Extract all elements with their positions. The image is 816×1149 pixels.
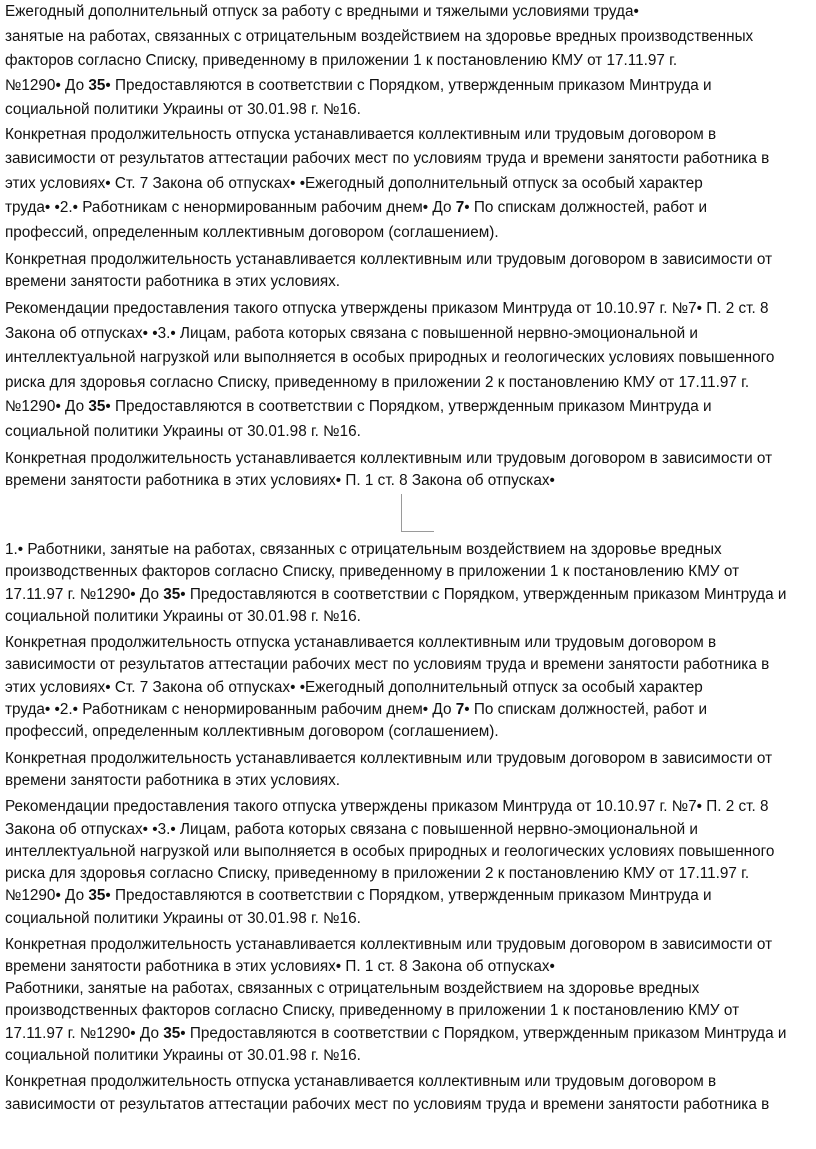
text-line: №1290• До bbox=[5, 398, 89, 415]
text-line: времени занятости работника в этих условиях. bbox=[5, 771, 341, 789]
text-line: зависимости от результатов аттестации рабочих мест по условиям труда и времени занятости работника в bbox=[5, 1095, 770, 1113]
text-line: времени занятости работника в этих условиях. bbox=[5, 273, 341, 290]
text-line: Рекомендации предоставления такого отпуска утверждены приказом Минтруда от 10.10.97 г. №7• П. 2 ст. 8 bbox=[5, 798, 769, 816]
days-value: 7 bbox=[455, 199, 465, 216]
text-line: производственных факторов согласно Списку, приведенному в приложении 1 к постановлению КМУ от bbox=[5, 1002, 740, 1020]
text-line: • Предоставляются в соответствии с Порядком, утвержденным приказом Минтруда и bbox=[180, 585, 787, 603]
text-line: 1.• Работники, занятые на работах, связанных с отрицательным воздействием на здоровье вредных bbox=[5, 541, 722, 558]
text-line: риска для здоровья согласно Списку, приведенному в приложении 2 к постановлению КМУ от 17.11.97 г. bbox=[5, 865, 750, 883]
text-line: Работники, занятые на работах, связанных с отрицательным воздействием на здоровье вредных bbox=[5, 980, 700, 998]
text-line: 17.11.97 г. №1290• До bbox=[5, 1024, 164, 1042]
text-line: • По спискам должностей, работ и bbox=[464, 701, 708, 719]
paragraph-recommendations bbox=[5, 796, 813, 930]
text-line: социальной политики Украины от 30.01.98 г. №16. bbox=[5, 422, 361, 440]
paragraph-workers-harmful-repeat bbox=[5, 978, 813, 1067]
text-line: этих условиях• Ст. 7 Закона об отпусках• •Ежегодный дополнительный отпуск за особый характер bbox=[5, 678, 703, 696]
text-line: времени занятости работника в этих условиях• П. 1 ст. 8 Закона об отпусках• bbox=[5, 472, 555, 489]
text-line: зависимости от результатов аттестации рабочих мест по условиям труда и времени занятости работника в bbox=[5, 656, 770, 674]
text-line: времени занятости работника в этих условиях• П. 1 ст. 8 Закона об отпусках• bbox=[5, 958, 555, 976]
text-line: • По спискам должностей, работ и bbox=[464, 199, 708, 216]
paragraph-duration-contract bbox=[5, 249, 813, 293]
paragraph-duration-irregular bbox=[5, 123, 813, 246]
text-line: Конкретная продолжительность отпуска устанавливается коллективным или трудовым договором в bbox=[5, 634, 717, 652]
section-bottom bbox=[5, 539, 813, 1116]
text-line: труда• •2.• Работникам с ненормированным рабочим днем• До bbox=[5, 701, 456, 719]
text-line: профессий, определенным коллективным договором (соглашением). bbox=[5, 223, 499, 241]
text-line: профессий, определенным коллективным договором (соглашением). bbox=[5, 723, 499, 741]
days-value: 35 bbox=[163, 1024, 181, 1042]
paragraph-duration-irregular bbox=[5, 632, 813, 743]
text-line: 17.11.97 г. №1290• До bbox=[5, 585, 164, 603]
paragraph-duration-partial bbox=[5, 1071, 813, 1116]
text-line: зависимости от результатов аттестации рабочих мест по условиям труда и времени занятости работника в bbox=[5, 150, 770, 167]
text-line: Конкретная продолжительность отпуска устанавливается коллективным или трудовым договором в bbox=[5, 125, 717, 143]
text-line: труда• •2.• Работникам с ненормированным рабочим днем• До bbox=[5, 199, 456, 216]
text-line: Конкретная продолжительность устанавливается коллективным или трудовым договором в зависимости от bbox=[5, 251, 773, 268]
paragraph-workers-harmful bbox=[5, 539, 813, 628]
text-line: Закона об отпусках• •3.• Лицам, работа которых связана с повышенной нервно-эмоциональной и bbox=[5, 820, 698, 838]
text-line: Конкретная продолжительность устанавливается коллективным или трудовым договором в зависимости от bbox=[5, 936, 773, 954]
empty-frame bbox=[401, 494, 434, 532]
text-line: интеллектуальной нагрузкой или выполняется в особых природных и геологических условиях повышенного bbox=[5, 842, 775, 860]
text-line: производственных факторов согласно Списку, приведенному в приложении 1 к постановлению КМУ от bbox=[5, 563, 740, 581]
text-line: №1290• До bbox=[5, 76, 89, 94]
text-line: социальной политики Украины от 30.01.98 г. №16. bbox=[5, 101, 361, 118]
section-top bbox=[5, 0, 813, 492]
text-line: факторов согласно Списку, приведенному в приложении 1 к постановлению КМУ от 17.11.97 г. bbox=[5, 52, 678, 69]
text-line: занятые на работах, связанных с отрицательным воздействием на здоровье вредных производственных bbox=[5, 27, 754, 45]
days-value: 35 bbox=[88, 887, 106, 905]
text-line: №1290• До bbox=[5, 887, 89, 905]
text-line: интеллектуальной нагрузкой или выполняется в особых природных и геологических условиях повышенного bbox=[5, 349, 775, 366]
text-line: • Предоставляются в соответствии с Порядком, утвержденным приказом Минтруда и bbox=[180, 1024, 787, 1042]
paragraph-duration-closing bbox=[5, 934, 813, 978]
text-line: • Предоставляются в соответствии с Порядком, утвержденным приказом Минтруда и bbox=[105, 887, 712, 905]
days-value: 35 bbox=[163, 585, 181, 603]
text-line: социальной политики Украины от 30.01.98 г. №16. bbox=[5, 909, 361, 927]
text-line: этих условиях• Ст. 7 Закона об отпусках• •Ежегодный дополнительный отпуск за особый характер bbox=[5, 174, 703, 192]
text-line: социальной политики Украины от 30.01.98 г. №16. bbox=[5, 1046, 361, 1064]
text-line: • Предоставляются в соответствии с Порядком, утвержденным приказом Минтруда и bbox=[105, 76, 712, 94]
text-line: Конкретная продолжительность устанавливается коллективным или трудовым договором в зависимости от bbox=[5, 450, 773, 467]
text-line: Конкретная продолжительность отпуска устанавливается коллективным или трудовым договором в bbox=[5, 1073, 717, 1091]
days-value: 35 bbox=[88, 76, 106, 94]
text-line: Конкретная продолжительность устанавливается коллективным или трудовым договором в зависимости от bbox=[5, 749, 773, 767]
text-line: социальной политики Украины от 30.01.98 г. №16. bbox=[5, 607, 361, 625]
days-value: 35 bbox=[88, 398, 106, 415]
paragraph-duration-contract bbox=[5, 748, 813, 793]
text-line: риска для здоровья согласно Списку, приведенному в приложении 2 к постановлению КМУ от 17.11.97 г. bbox=[5, 373, 750, 391]
paragraph-heading-harmful bbox=[5, 0, 813, 123]
text-line: • Предоставляются в соответствии с Порядком, утвержденным приказом Минтруда и bbox=[105, 398, 712, 415]
text-line: Ежегодный дополнительный отпуск за работу с вредными и тяжелыми условиями труда• bbox=[5, 3, 639, 20]
days-value: 7 bbox=[455, 701, 465, 719]
text-line: Рекомендации предоставления такого отпуска утверждены приказом Минтруда от 10.10.97 г. №7• П. 2 ст. 8 bbox=[5, 300, 769, 317]
paragraph-duration-closing bbox=[5, 448, 813, 492]
paragraph-recommendations bbox=[5, 297, 813, 444]
text-line: Закона об отпусках• •3.• Лицам, работа которых связана с повышенной нервно-эмоциональной и bbox=[5, 324, 698, 342]
